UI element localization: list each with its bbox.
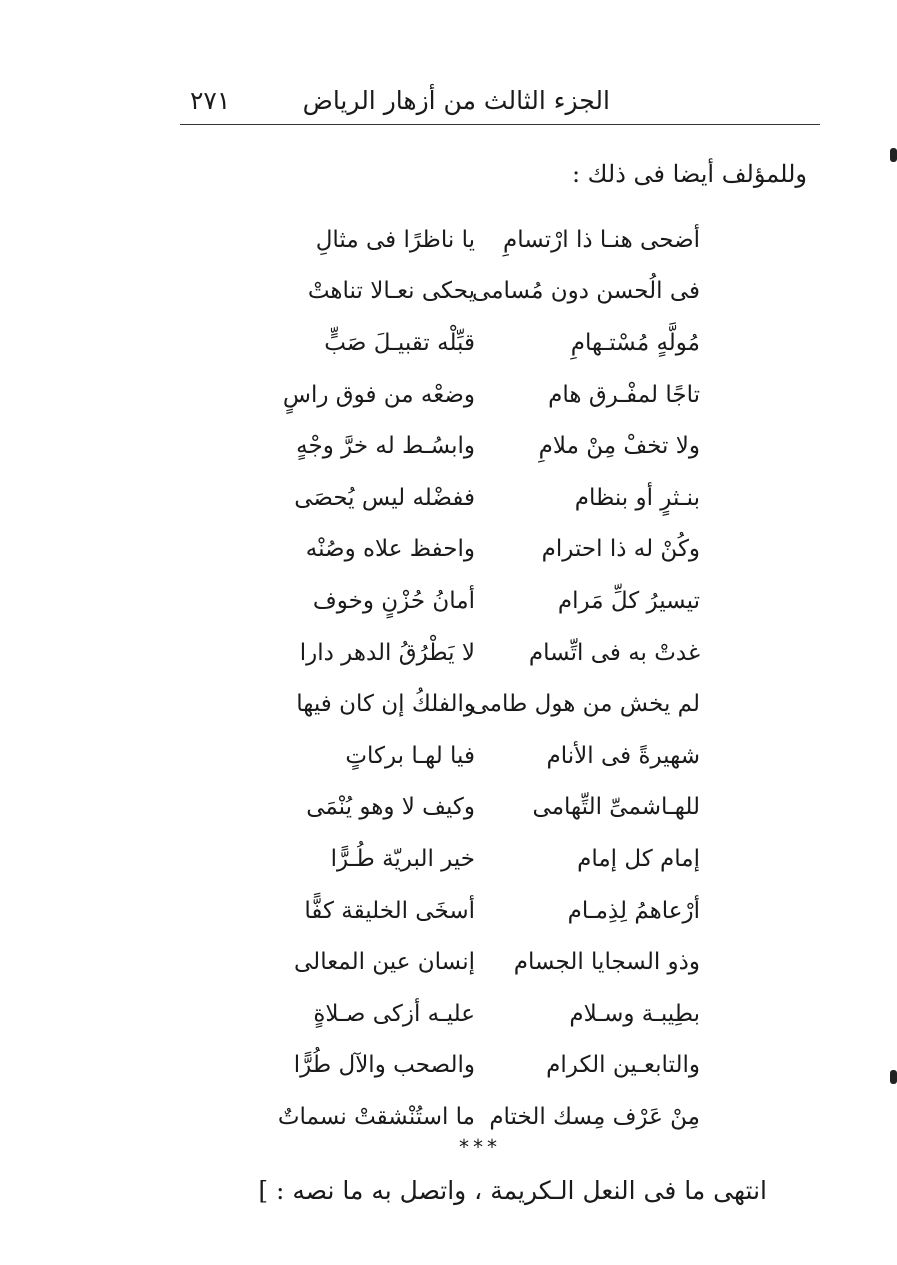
verse-second-hemistich: وكُنْ له ذا احترام xyxy=(541,536,700,563)
margin-mark xyxy=(890,1070,897,1084)
verse-line xyxy=(270,575,700,627)
verse-second-hemistich: إمام كل إمام xyxy=(577,845,700,872)
verse-first-hemistich: يحكى نعـالا تناهتْ xyxy=(307,278,475,305)
verse-second-hemistich: ولا تخفْ مِنْ ملامِ xyxy=(538,433,700,460)
verse-line xyxy=(270,420,700,472)
verse-second-hemistich: وذو السجايا الجسام xyxy=(513,949,700,976)
header-rule xyxy=(180,124,820,125)
verse-first-hemistich: إنسان عين المعالى xyxy=(294,949,475,976)
verse-second-hemistich: للهـاشمىِّ التِّهامى xyxy=(532,794,700,821)
verse-first-hemistich: خير البريّة طُـرًّا xyxy=(330,845,475,872)
verse-first-hemistich: ما استُنْشقتْ نسماتٌ xyxy=(277,1103,475,1130)
verse-line xyxy=(270,885,700,937)
verse-second-hemistich: فى الُحسن دون مُسامى xyxy=(472,278,700,305)
verse-second-hemistich: أرْعاهمُ لِذِمـام xyxy=(567,897,700,924)
running-title: الجزء الثالث من أزهار الرياض xyxy=(302,86,610,115)
verse-first-hemistich: قبِّلْه تقبيـلَ صَبٍّ xyxy=(324,329,475,356)
verse-first-hemistich: أمانُ حُزْنٍ وخوف xyxy=(312,587,475,614)
verse-line xyxy=(270,782,700,834)
verse-first-hemistich: وكيف لا وهو يُنْمَى xyxy=(306,794,475,821)
verse-second-hemistich: مُولَّهٍ مُسْتـهامِ xyxy=(570,329,700,356)
verse-first-hemistich: لا يَطْرُقُ الدهر دارا xyxy=(299,639,475,666)
verse-line xyxy=(270,936,700,988)
verse-line xyxy=(270,988,700,1040)
verse-second-hemistich: مِنْ عَرْف مِسك الختام xyxy=(489,1103,700,1130)
verse-first-hemistich: وابسُـط له خرَّ وجْهٍ xyxy=(296,433,475,460)
verse-line xyxy=(270,524,700,576)
verse-second-hemistich: لم يخش من هول طامى xyxy=(470,691,700,718)
verse-line xyxy=(270,1040,700,1092)
verse-line xyxy=(270,678,700,730)
verse-first-hemistich: والصحب والآل طُرًّا xyxy=(293,1052,475,1079)
verse-line xyxy=(270,317,700,369)
verse-line xyxy=(270,472,700,524)
section-separator: *** xyxy=(459,1135,501,1159)
page-number: ٢٧١ xyxy=(190,86,231,115)
margin-mark xyxy=(890,148,897,162)
verse-second-hemistich: غدتْ به فى اتِّسام xyxy=(528,639,700,666)
verse-first-hemistich: عليـه أزكى صـلاةٍ xyxy=(313,1000,475,1027)
page-header xyxy=(180,80,820,122)
verse-second-hemistich: بنـثرٍ أو بنظام xyxy=(574,484,700,511)
verse-second-hemistich: شهيرةً فى الأنام xyxy=(546,742,700,769)
verse-second-hemistich: تيسيرُ كلِّ مَرام xyxy=(557,587,700,614)
verse-first-hemistich: والفلكُ إن كان فيها xyxy=(296,691,475,718)
verse-line xyxy=(270,730,700,782)
closing-line: انتهى ما فى النعل الـكريمة ، واتصل به ما نصه : ] xyxy=(258,1176,767,1205)
verse-line xyxy=(270,833,700,885)
verse-first-hemistich: يا ناظرًا فى مثالِ xyxy=(315,226,475,253)
verse-line xyxy=(270,214,700,266)
verse-first-hemistich: أسخَى الخليقة كفًّا xyxy=(304,897,475,924)
verse-second-hemistich: بطِيبـة وسـلام xyxy=(569,1000,700,1027)
verse-first-hemistich: وضعْه من فوق راسٍ xyxy=(282,381,475,408)
verse-second-hemistich: والتابعـين الكرام xyxy=(546,1052,700,1079)
verse-second-hemistich: أضحى هنـا ذا ارْتسامِ xyxy=(503,226,700,253)
verse-first-hemistich: ففضْله ليس يُحصَى xyxy=(294,484,475,511)
poem xyxy=(270,214,700,1143)
verse-first-hemistich: فيا لهـا بركاتٍ xyxy=(345,742,475,769)
verse-second-hemistich: تاجًا لمفْـرق هام xyxy=(548,381,700,408)
verse-first-hemistich: واحفظ علاه وصُنْه xyxy=(305,536,475,563)
intro-line: وللمؤلف أيضا فى ذلك : xyxy=(571,160,807,188)
verse-line xyxy=(270,627,700,679)
verse-line xyxy=(270,266,700,318)
verse-line xyxy=(270,369,700,421)
